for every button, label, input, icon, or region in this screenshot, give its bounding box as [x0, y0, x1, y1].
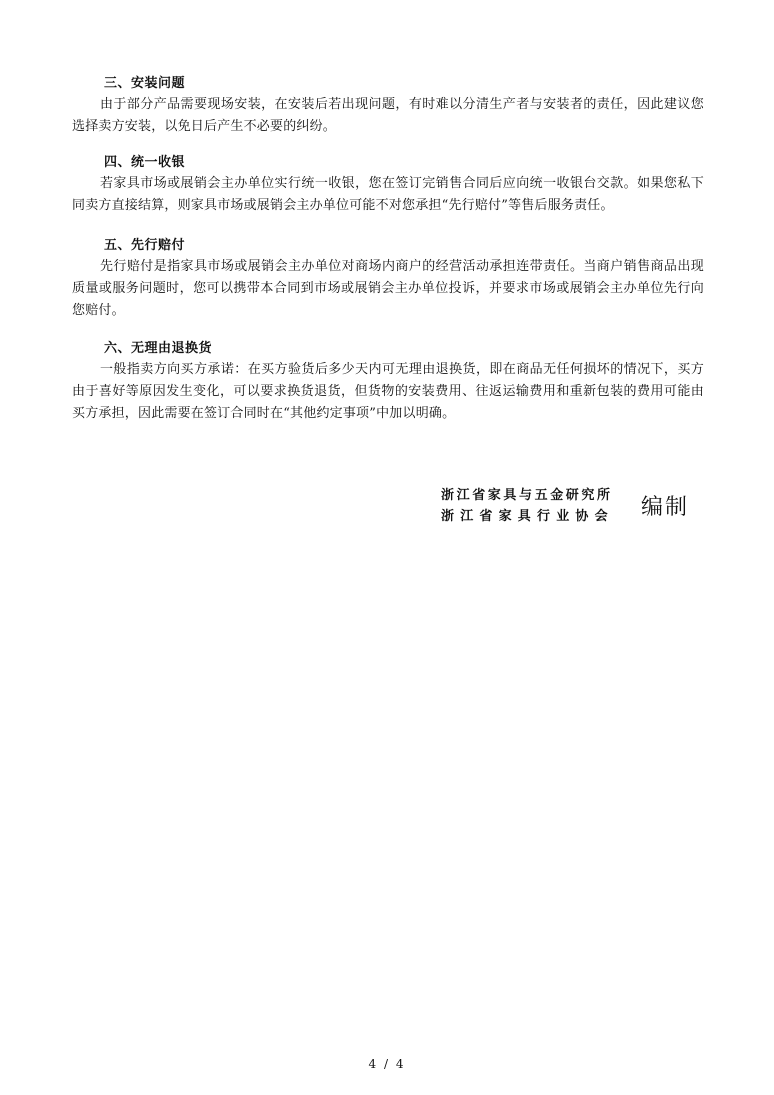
organization-name-institute: 浙江省家具与五金研究所 — [441, 488, 613, 503]
section-installation — [72, 74, 704, 138]
section-body: 先行赔付是指家具市场或展销会主办单位对商场内商户的经营活动承担连带责任。当商户销售商品出现质量或服务问题时，您可以携带本合同到市场或展销会主办单位投诉，并要求市场或展销会主办单位先行向您赔付。 — [72, 259, 704, 318]
section-body: 由于部分产品需要现场安装，在安装后若出现问题，有时难以分清生产者与安装者的责任，因此建议您选择卖方安装，以免日后产生不必要的纠纷。 — [72, 97, 704, 134]
section-heading: 五、先行赔付 — [104, 238, 186, 253]
section-unified-cashier — [72, 153, 704, 217]
organization-name-association: 浙江省家具行业协会 — [441, 509, 614, 524]
section-heading: 六、无理由退换货 — [104, 341, 213, 356]
section-no-reason-return — [72, 339, 704, 425]
section-advance-compensation — [72, 236, 704, 322]
section-heading: 三、安装问题 — [104, 76, 186, 91]
page-number: 4 / 4 — [368, 1057, 406, 1071]
section-body: 一般指卖方向买方承诺：在买方验货后多少天内可无理由退换货，即在商品无任何损坏的情况下，买方由于喜好等原因发生变化，可以要求换货退货，但货物的安装费用、往返运输费用和重新包装的费用可能由买方承担，因此需要在签订合同时在“其他约定事项”中加以明确。 — [72, 362, 704, 421]
compiled-by-label: 编制 — [641, 495, 690, 520]
section-heading: 四、统一收银 — [104, 155, 186, 170]
signature-block — [441, 486, 701, 534]
section-body: 若家具市场或展销会主办单位实行统一收银，您在签订完销售合同后应向统一收银台交款。如果您私下同卖方直接结算，则家具市场或展销会主办单位可能不对您承担“先行赔付”等售后服务责任。 — [72, 176, 704, 213]
